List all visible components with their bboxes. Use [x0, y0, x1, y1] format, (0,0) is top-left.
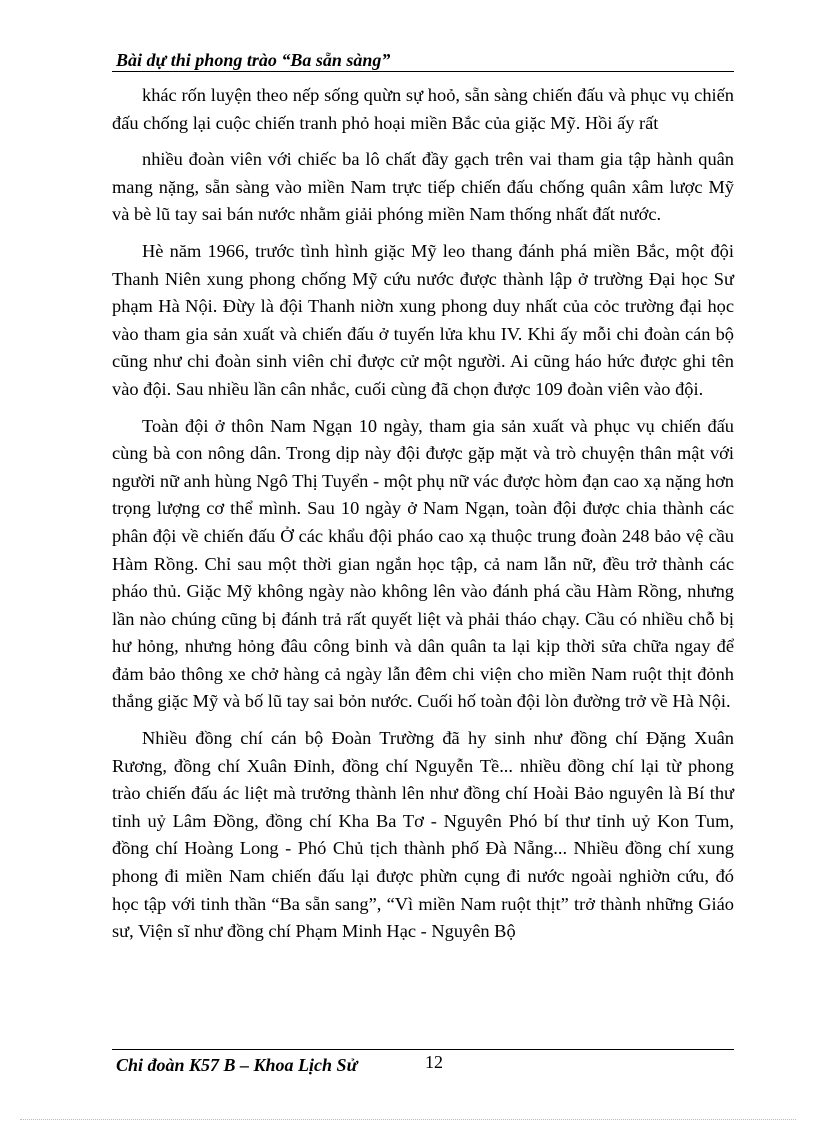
paragraph-2: nhiều đoàn viên với chiếc ba lô chất đầy gạch trên vai tham gia tập hành quân mang nặng, sẵn sàng vào miền Nam trực tiếp chiến đấu chống quân xâm lược Mỹ và bè lũ tay sai bán nước nhằm giải phóng miền Nam thống nhất đất nước.: [112, 149, 734, 225]
header-divider: [112, 71, 734, 72]
page-number: 12: [425, 1052, 443, 1072]
page-header-title: Bài dự thi phong trào “Ba sẵn sàng”: [116, 50, 391, 70]
paragraph-4: Toàn đội ở thôn Nam Ngạn 10 ngày, tham gia sản xuất và phục vụ chiến đấu cùng bà con nông dân. Trong dịp này đội được gặp mặt và trò chuyện thân mật với người nữ anh hùng Ngô Thị Tuyển - một phụ nữ vác được hòm đạn cao xạ nặng hơn trọng lượng cơ thể mình. Sau 10 ngày ở Nam Ngạn, toàn đội được chia thành các phân đội về chiến đấu Ở các khẩu đội pháo cao xạ thuộc trung đoàn 248 bảo vệ cầu Hàm Rồng. Chỉ sau một thời gian ngắn học tập, cả nam lẫn nữ, đều trở thành các pháo thủ. Giặc Mỹ không ngày nào không lên vào đánh phá cầu Hàm Rồng, nhưng lần nào chúng cũng bị đánh trả rất quyết liệt và phải tháo chạy. Cầu có nhiều chỗ bị hư hỏng, nhưng hỏng đâu công binh và dân quân ta lại kịp thời sửa chữa ngay để đảm bảo thông xe chở hàng cả ngày lẫn đêm chi viện cho miền Nam ruột thịt đỏnh thắng giặc Mỹ và bố lũ tay sai bỏn nước. Cuối hố toàn đội lòn đường trở về Hà Nội.: [112, 415, 734, 712]
paragraph-3: Hè năm 1966, trước tình hình giặc Mỹ leo thang đánh phá miền Bắc, một đội Thanh Niên xung phong chống Mỹ cứu nước được thành lập ở trường Đại học Sư phạm Hà Nội. Đừy là đội Thanh niờn xung phong duy nhất của cỏc trường đại học vào tham gia sản xuất và chiến đấu ở tuyến lửa khu IV. Khi ấy mỗi chi đoàn cán bộ cũng như chi đoàn sinh viên chỉ được cử một người. Ai cũng háo hức được ghi tên vào đội. Sau nhiều lần cân nhắc, cuối cùng đã chọn được 109 đoàn viên vào đội.: [112, 240, 734, 399]
page-footer-title: Chi đoàn K57 B – Khoa Lịch Sử: [116, 1055, 358, 1075]
footer-divider: [112, 1049, 734, 1050]
body-text: [112, 82, 734, 955]
page-bottom-dotted-line: [20, 1119, 796, 1120]
paragraph-5: Nhiều đồng chí cán bộ Đoàn Trường đã hy sinh như đồng chí Đặng Xuân Rương, đồng chí Xuân Đỉnh, đồng chí Nguyễn Tề... nhiều đồng chí lại từ phong trào chiến đấu ác liệt mà trưởng thành lên như đồng chí Hoài Bảo nguyên là Bí thư tỉnh uỷ Lâm Đồng, đồng chí Kha Ba Tơ - Nguyên Phó bí thư tỉnh uỷ Kon Tum, đồng chí Hoàng Long - Phó Chủ tịch thành phố Đà Nẵng... Nhiều đồng chí xung phong đi miền Nam chiến đấu lại được phừn cụng đi nước ngoài nghiờn cứu, đó học tập với tinh thần “Ba sẵn sang”, “Vì miền Nam ruột thịt” trở thành những Giáo sư, Viện sĩ như đồng chí Phạm Minh Hạc - Nguyên Bộ: [112, 728, 734, 942]
paragraph-1: khác rốn luyện theo nếp sống quừn sự hoỏ, sẵn sàng chiến đấu và phục vụ chiến đấu chống lại cuộc chiến tranh phỏ hoại miền Bắc của giặc Mỹ. Hồi ấy rất: [112, 85, 734, 133]
